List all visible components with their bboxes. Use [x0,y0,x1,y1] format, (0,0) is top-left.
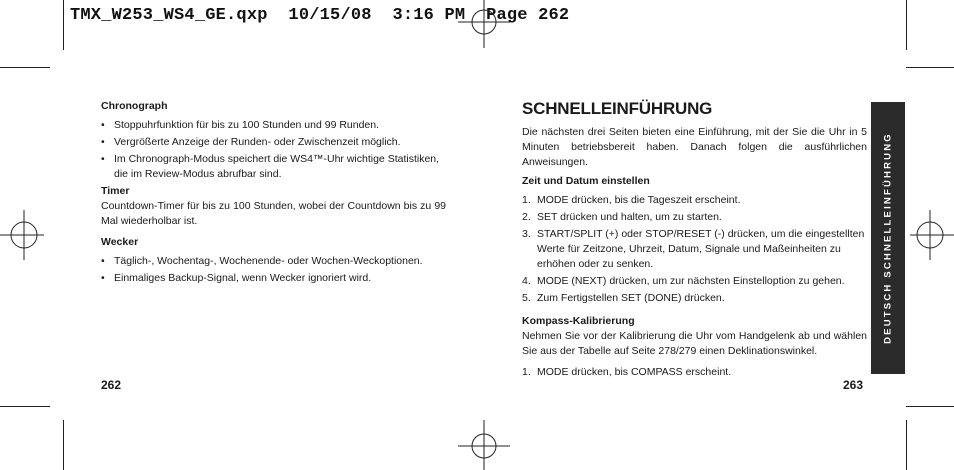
crop-mark-bottom-left-h [0,406,50,407]
crop-mark-top-right-h [906,67,954,68]
registration-mark-left [0,210,44,260]
crop-mark-bottom-right-v [906,420,907,470]
bullet-icon: • [101,255,105,267]
page-title: SCHNELLEINFÜHRUNG [522,99,713,118]
crop-mark-bottom-left-v [63,420,64,470]
left-page-content [101,99,446,288]
kompass-steps [522,365,867,380]
file-slug: TMX_W253_WS4_GE.qxp 10/15/08 3:16 PM Page 262 [70,6,570,25]
intro-text: Die nächsten drei Seiten bieten eine Einführung, mit der Sie die Uhr in 5 Minuten betriebsbereit haben. Danach folgen die ausführlichen Anweisungen. [522,126,867,168]
list-item: 2. SET drücken und halten, um zu starten. [522,211,722,223]
bullet-icon: • [101,119,105,131]
registration-mark-right [910,210,954,260]
chronograph-heading: Chronograph [101,100,168,112]
crop-mark-top-left-v [63,0,64,50]
bullet-icon: • [101,272,105,284]
list-item: • Einmaliges Backup-Signal, wenn Wecker ignoriert wird. [101,272,372,284]
zeit-heading: Zeit und Datum einstellen [522,175,650,187]
crop-mark-top-right-v [906,0,907,50]
registration-mark-bottom [458,420,510,470]
list-item: 3. START/SPLIT (+) oder STOP/RESET (-) drücken, um die eingestellten Werte für Zeitzone, Uhrzeit, Datum, Signale und Maßeinheiten zu erhöhen oder zu senken. [522,228,865,270]
crop-mark-bottom-right-h [906,406,954,407]
list-item: • Vergrößerte Anzeige der Runden- oder Zwischenzeit möglich. [101,136,401,148]
crop-mark-top-left-h [0,67,50,68]
list-item: • Im Chronograph-Modus speichert die WS4™-Uhr wichtige Statistiken, die im Review-Modus abrufbar sind. [101,153,440,180]
registration-mark-top [458,0,510,48]
list-item: 1. MODE drücken, bis COMPASS erscheint. [522,366,732,378]
right-page-number: 263 [843,378,864,392]
left-page-number: 262 [101,378,122,392]
side-tab [871,102,905,374]
right-page-content [522,99,867,382]
list-item: 4. MODE (NEXT) drücken, um zur nächsten Einstelloption zu gehen. [522,275,845,287]
list-item: 5. Zum Fertigstellen SET (DONE) drücken. [522,292,725,304]
timer-heading: Timer [101,185,130,197]
list-item: 1. MODE drücken, bis die Tageszeit erscheint. [522,194,741,206]
chronograph-list [101,118,446,182]
bullet-icon: • [101,136,105,148]
kompass-text: Nehmen Sie vor der Kalibrierung die Uhr vom Handgelenk ab und wählen Sie aus der Tabelle auf Seite 278/279 einen Deklinationswinkel. [522,330,867,357]
bullet-icon: • [101,153,105,165]
list-item: • Täglich-, Wochentag-, Wochenende- oder Wochen-Weckoptionen. [101,255,423,267]
kompass-heading: Kompass-Kalibrierung [522,315,635,327]
zeit-steps [522,193,867,306]
list-item: • Stoppuhrfunktion für bis zu 100 Stunden und 99 Runden. [101,119,380,131]
wecker-heading: Wecker [101,236,139,248]
side-tab-label: DEUTSCH SCHNELLEINFÜHRUNG [882,132,894,344]
timer-text: Countdown-Timer für bis zu 100 Stunden, wobei der Countdown bis zu 99 Mal wiederholbar ist. [101,200,446,227]
wecker-list [101,254,446,286]
